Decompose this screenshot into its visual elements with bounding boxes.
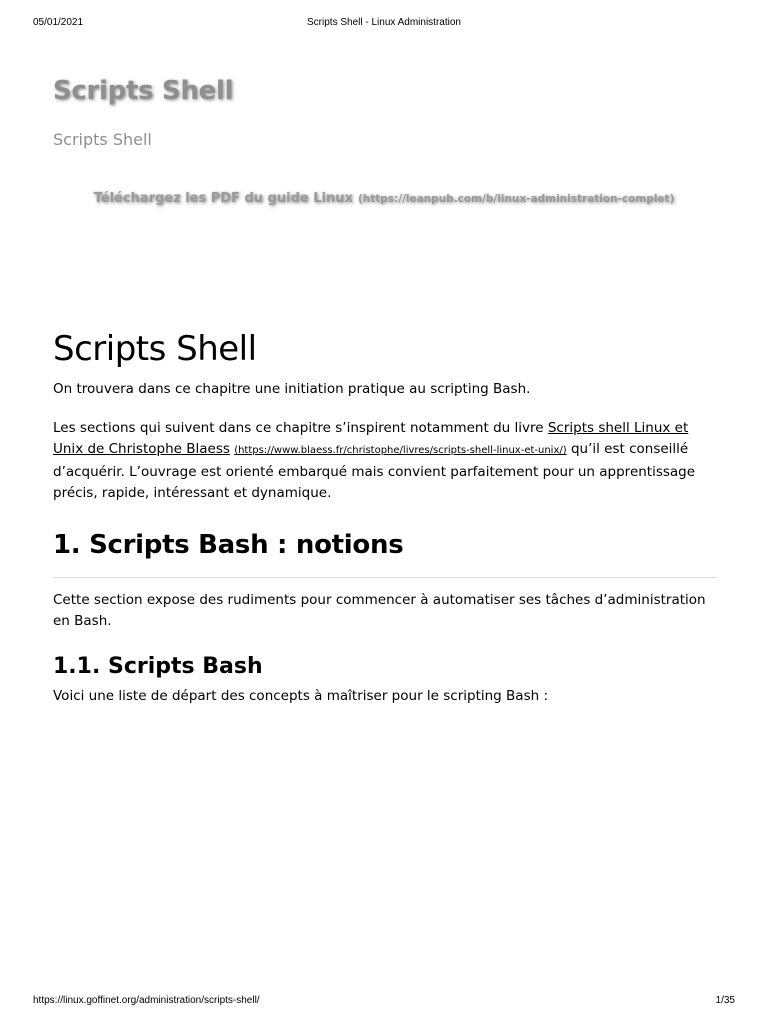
site-title[interactable]: Scripts Shell xyxy=(53,76,234,106)
paragraph-text: qu’il est conseillé d’acquérir. L’ouvrage est orienté embarqué mais convient parfaitement pour un apprentissage précis, rapide, intéressant et dynamique. xyxy=(53,441,696,501)
site-subtitle: Scripts Shell xyxy=(53,130,152,149)
article-title: Scripts Shell xyxy=(53,329,257,369)
print-header xyxy=(0,17,768,31)
download-banner-text[interactable]: Téléchargez les PDF du guide Linux xyxy=(93,191,353,206)
print-footer xyxy=(0,995,768,1009)
print-url: https://linux.goffinet.org/administration/scripts-shell/ xyxy=(33,995,260,1006)
book-link-url: (https://www.blaess.fr/christophe/livres/scripts-shell-linux-et-unix/) xyxy=(234,445,567,456)
section-paragraph: Cette section expose des rudiments pour commencer à automatiser ses tâches d’administration en Bash. xyxy=(53,591,706,629)
section-divider xyxy=(53,577,717,578)
paragraph-text: Les sections qui suivent dans ce chapitre s’inspirent notamment du livre xyxy=(53,419,548,436)
subsection-heading: 1.1. Scripts Bash xyxy=(53,653,263,679)
book-link[interactable]: Scripts shell Linux et Unix de Christophe Blaess xyxy=(53,419,689,457)
download-banner[interactable] xyxy=(0,187,768,206)
article-content xyxy=(53,325,717,707)
print-date: 05/01/2021 xyxy=(33,17,84,28)
page-number: 1/35 xyxy=(715,995,735,1006)
print-page-title: Scripts Shell - Linux Administration xyxy=(307,17,461,28)
section-heading: 1. Scripts Bash : notions xyxy=(53,529,404,560)
article-paragraph xyxy=(53,418,717,505)
download-banner-url: (https://leanpub.com/b/linux-administration-complet) xyxy=(357,193,675,205)
subsection-paragraph: Voici une liste de départ des concepts à maîtriser pour le scripting Bash : xyxy=(53,687,549,704)
article-intro: On trouvera dans ce chapitre une initiation pratique au scripting Bash. xyxy=(53,381,531,397)
